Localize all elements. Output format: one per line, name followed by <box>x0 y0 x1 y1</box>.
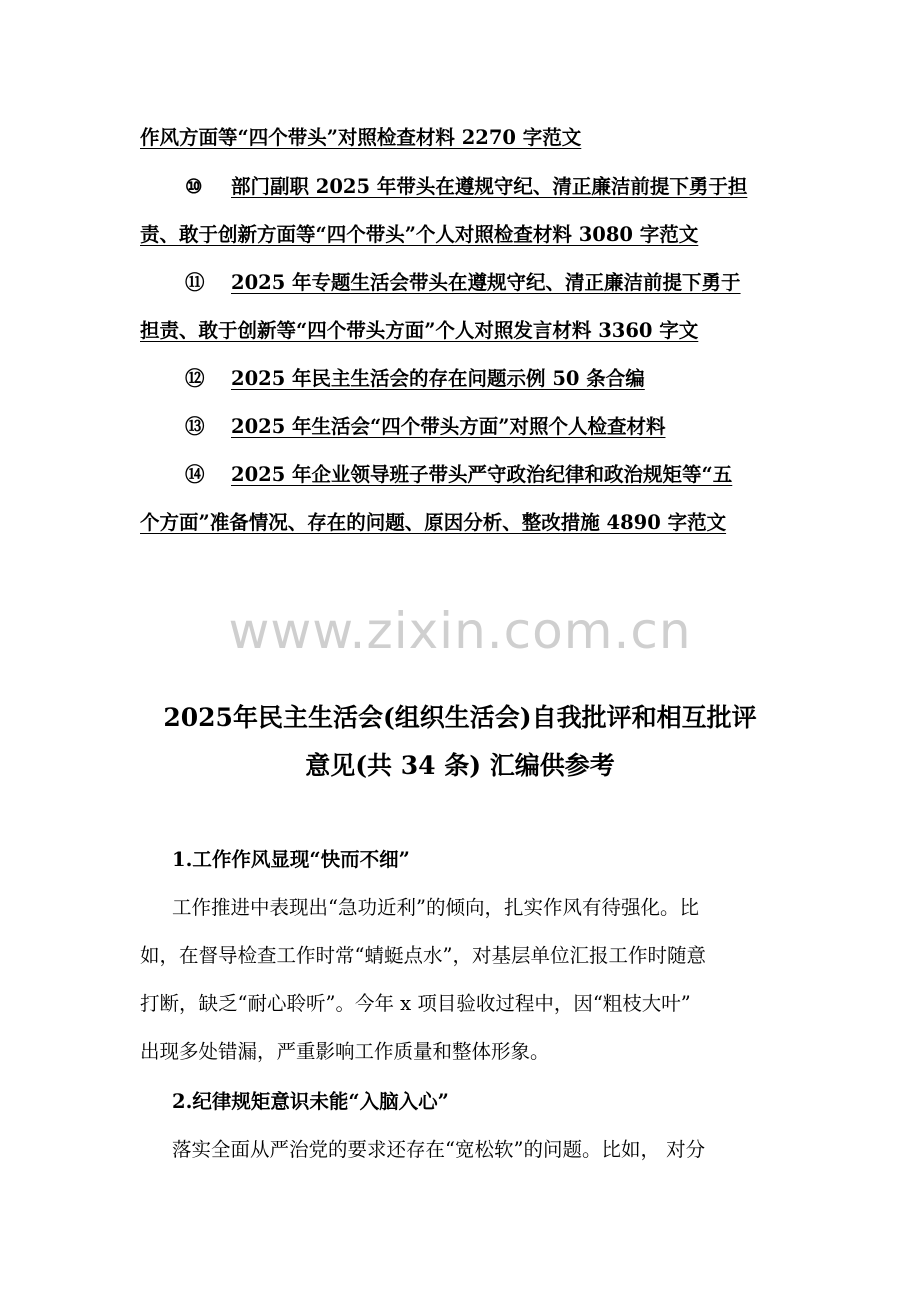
body-line: 落实全面从严治党的要求还存在“宽松软”的问题。比如， 对分 <box>172 1138 706 1161</box>
toc-line-text: 2025 年生活会“四个带头方面”对照个人检查材料 <box>231 415 666 438</box>
toc-line-text: 责、敢于创新方面等“四个带头”个人对照检查材料 3080 字范文 <box>140 223 699 246</box>
toc-line-5[interactable] <box>140 315 920 343</box>
toc-line-1[interactable] <box>140 122 920 150</box>
toc-item-11[interactable] <box>185 267 920 295</box>
toc-item-12[interactable] <box>185 363 920 391</box>
body-line: 如，在督导检查工作时常“蜻蜓点水”，对基层单位汇报工作时随意 <box>140 944 706 967</box>
toc-item-14[interactable] <box>185 459 920 487</box>
toc-line-text: 2025 年专题生活会带头在遵规守纪、清正廉洁前提下勇于 <box>231 271 741 294</box>
document-title-line-1: 2025年民主生活会(组织生活会)自我批评和相互批评 <box>163 703 757 732</box>
toc-item-13[interactable] <box>185 411 920 439</box>
document-title-line-2: 意见(共 34 条) 汇编供参考 <box>305 751 615 780</box>
toc-item-number: ⑫ <box>185 367 205 390</box>
body-line: 工作推进中表现出“急功近利”的倾向，扎实作风有待强化。比 <box>172 896 699 919</box>
toc-item-number: ⑪ <box>185 271 205 294</box>
toc-line-9[interactable] <box>140 507 920 535</box>
section-heading: 1.工作作风显现“快而不细” <box>172 848 410 871</box>
toc-line-text: 2025 年企业领导班子带头严守政治纪律和政治规矩等“五 <box>231 463 733 486</box>
toc-line-text: 个方面”准备情况、存在的问题、原因分析、整改措施 4890 字范文 <box>140 511 727 534</box>
body-line: 出现多处错漏，严重影响工作质量和整体形象。 <box>140 1040 550 1063</box>
toc-line-text: 部门副职 2025 年带头在遵规守纪、清正廉洁前提下勇于担 <box>231 175 748 198</box>
toc-item-number: ⑬ <box>185 415 205 438</box>
toc-line-3[interactable] <box>140 219 920 247</box>
toc-line-text: 作风方面等“四个带头”对照检查材料 2270 字范文 <box>140 126 582 149</box>
toc-item-10[interactable] <box>185 171 920 199</box>
toc-line-text: 2025 年民主生活会的存在问题示例 50 条合编 <box>231 367 645 390</box>
body-line: 打断，缺乏“耐心聆听”。今年 x 项目验收过程中，因“粗枝大叶” <box>140 992 691 1015</box>
section-heading: 2.纪律规矩意识未能“入脑入心” <box>172 1090 449 1113</box>
watermark: www.zixin.com.cn <box>228 602 692 660</box>
toc-item-number: ⑭ <box>185 463 205 486</box>
toc-line-text: 担责、敢于创新等“四个带头方面”个人对照发言材料 3360 字文 <box>140 319 699 342</box>
toc-item-number: ⑩ <box>185 175 203 198</box>
